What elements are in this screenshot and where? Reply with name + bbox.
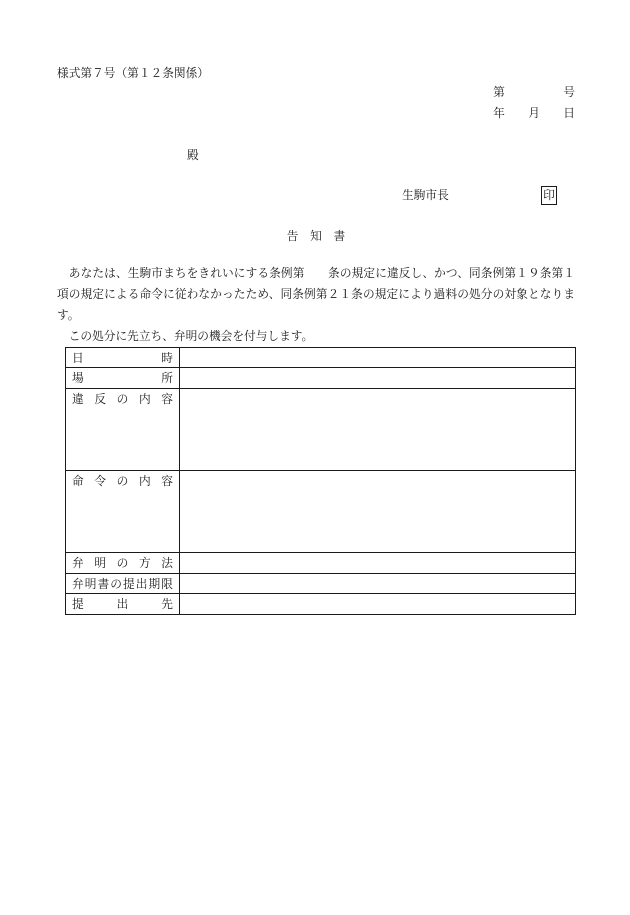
issue-date: 年 月 日 [493,106,575,120]
row-violation-details [66,389,576,471]
row-label: 弁明書の提出期限 [72,576,173,591]
label-cell [66,574,180,594]
row-label: 日時 [72,350,173,365]
label-cell [66,553,180,574]
body-line: す。 [57,308,80,322]
row-submission-destination [66,594,576,615]
sender-title: 生駒市長 [402,188,449,202]
label-cell [66,471,180,553]
explanation-method-value-cell [180,553,576,574]
label-cell [66,348,180,368]
notice-details-table [65,347,576,615]
label-cell [66,368,180,389]
row-label: 弁明の方法 [72,556,173,570]
document-title: 告 知 書 [286,229,346,243]
place-value-cell [180,368,576,389]
submission-destination-value-cell [180,594,576,615]
addressee-honorific: 殿 [187,148,199,162]
row-order-details [66,471,576,553]
explanation-deadline-value-cell [180,574,576,594]
row-place [66,368,576,389]
notice-body [57,263,575,347]
label-cell [66,594,180,615]
form-number-label: 様式第７号（第１２条関係） [57,66,209,80]
row-label: 場所 [72,371,173,385]
body-line: あなたは、生駒市まちをきれいにする条例第 条の規定に違反し、かつ、同条例第１９条第１ [57,266,575,280]
row-date-time [66,348,576,368]
row-label: 違反の内容 [72,392,173,406]
body-line: 項の規定による命令に従わなかったため、同条例第２１条の規定により過料の処分の対象となりま [57,287,575,301]
label-cell [66,389,180,471]
row-label: 命令の内容 [72,474,173,488]
document-number: 第 号 [493,85,575,99]
row-explanation-method [66,553,576,574]
date-time-value-cell [180,348,576,368]
row-label: 提出先 [72,597,173,611]
row-explanation-deadline [66,574,576,594]
violation-details-value-cell [180,389,576,471]
body-paragraph-opportunity: この処分に先立ち、弁明の機会を付与します。 [57,329,314,343]
order-details-value-cell [180,471,576,553]
seal-stamp: 印 [541,186,557,205]
